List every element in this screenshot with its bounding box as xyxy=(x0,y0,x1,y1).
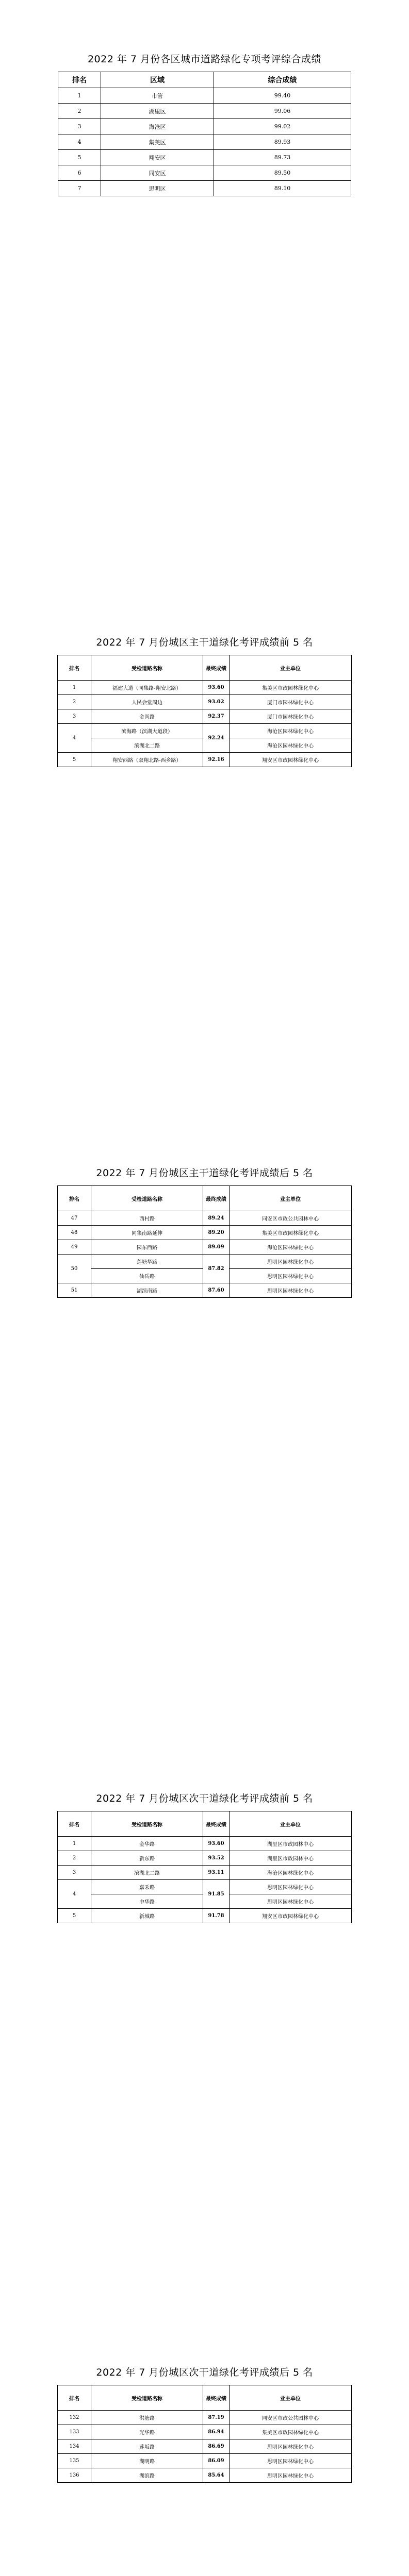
rank-cell: 2 xyxy=(58,104,101,119)
header-owner: 业主单位 xyxy=(230,655,352,681)
section-main-road-bottom5 xyxy=(0,1165,409,1298)
table-header-row xyxy=(58,2385,352,2411)
rank-cell: 1 xyxy=(58,1837,91,1851)
score-cell: 87.82 xyxy=(203,1255,230,1283)
road-cell: 滨海路（滨湖大道段） xyxy=(91,724,203,738)
header-score: 最终成绩 xyxy=(203,1811,230,1837)
road-cell: 园东西路 xyxy=(91,1240,203,1255)
rank-cell: 3 xyxy=(58,1866,91,1880)
owner-cell: 翔安区市政园林绿化中心 xyxy=(230,753,352,767)
table-row xyxy=(58,1255,352,1269)
secondary-road-bottom5-table xyxy=(57,2385,352,2483)
header-rank: 排名 xyxy=(58,655,91,681)
road-cell: 湖明路 xyxy=(91,2454,203,2468)
rank-cell: 1 xyxy=(58,681,91,695)
main-road-bottom5-table xyxy=(57,1185,352,1298)
header-score: 最终成绩 xyxy=(203,2385,230,2411)
overall-table xyxy=(58,72,351,196)
table-row xyxy=(58,2454,352,2468)
section-title: 2022 年 7 月份城区次干道绿化考评成绩前 5 名 xyxy=(96,1793,313,1804)
rank-cell: 47 xyxy=(58,1211,91,1226)
road-cell: 莲坂路 xyxy=(91,2439,203,2454)
score-cell: 89.50 xyxy=(214,165,351,181)
table-header-row xyxy=(58,72,351,88)
score-cell: 93.52 xyxy=(203,1851,230,1866)
table-row xyxy=(58,724,352,738)
section-title: 2022 年 7 月份城区主干道绿化考评成绩后 5 名 xyxy=(96,1167,313,1179)
header-area: 区域 xyxy=(101,72,214,88)
header-score: 最终成绩 xyxy=(203,655,230,681)
table-row xyxy=(58,1909,352,1923)
table-row xyxy=(58,150,351,165)
rank-cell: 136 xyxy=(58,2468,91,2483)
area-cell: 同安区 xyxy=(101,165,214,181)
score-cell: 99.02 xyxy=(214,119,351,134)
section-overall xyxy=(0,52,409,196)
rank-cell: 132 xyxy=(58,2411,91,2425)
road-cell: 莲塘华路 xyxy=(91,1255,203,1269)
road-cell: 嘉禾路 xyxy=(91,1880,203,1894)
rank-cell: 5 xyxy=(58,1909,91,1923)
score-cell: 86.09 xyxy=(203,2454,230,2468)
road-cell: 光华路 xyxy=(91,2425,203,2439)
table-row xyxy=(58,1283,352,1298)
area-cell: 思明区 xyxy=(101,181,214,196)
owner-cell: 厦门市园林绿化中心 xyxy=(230,695,352,709)
score-cell: 93.11 xyxy=(203,1866,230,1880)
score-cell: 89.10 xyxy=(214,181,351,196)
rank-cell: 4 xyxy=(58,1880,91,1909)
header-rank: 排名 xyxy=(58,2385,91,2411)
rank-cell: 51 xyxy=(58,1283,91,1298)
table-row xyxy=(58,2411,352,2425)
header-owner: 业主单位 xyxy=(230,1186,352,1211)
table-row xyxy=(58,709,352,724)
area-cell: 集美区 xyxy=(101,134,214,150)
road-cell: 仙岳路 xyxy=(91,1269,203,1283)
rank-cell: 4 xyxy=(58,724,91,753)
rank-cell: 48 xyxy=(58,1226,91,1240)
owner-cell: 湖里区市政园林中心 xyxy=(230,1837,352,1851)
section-main-road-top5 xyxy=(0,635,409,767)
table-row xyxy=(58,1240,352,1255)
owner-cell: 湖里区市政园林中心 xyxy=(230,1851,352,1866)
table-row xyxy=(58,753,352,767)
owner-cell: 厦门市园林绿化中心 xyxy=(230,709,352,724)
owner-cell: 思明区园林绿化中心 xyxy=(230,2468,352,2483)
score-cell: 91.78 xyxy=(203,1909,230,1923)
road-cell: 金尚路 xyxy=(91,709,203,724)
section-title: 2022 年 7 月份城区主干道绿化考评成绩前 5 名 xyxy=(96,637,313,648)
table-row xyxy=(58,119,351,134)
header-rank: 排名 xyxy=(58,1811,91,1837)
table-row xyxy=(58,2468,352,2483)
header-rank: 排名 xyxy=(58,1186,91,1211)
score-cell: 99.06 xyxy=(214,104,351,119)
owner-cell: 海沧区园林绿化中心 xyxy=(230,1866,352,1880)
road-cell: 翔安西路（双翔北路-西乡路） xyxy=(91,753,203,767)
road-cell: 西村路 xyxy=(91,1211,203,1226)
score-cell: 85.64 xyxy=(203,2468,230,2483)
score-cell: 89.24 xyxy=(203,1211,230,1226)
score-cell: 87.60 xyxy=(203,1283,230,1298)
table-row xyxy=(58,1226,352,1240)
table-row xyxy=(58,681,352,695)
rank-cell: 5 xyxy=(58,753,91,767)
road-cell: 福建大道（同集路-翔安北路） xyxy=(91,681,203,695)
score-cell: 92.37 xyxy=(203,709,230,724)
area-cell: 湖里区 xyxy=(101,104,214,119)
rank-cell: 49 xyxy=(58,1240,91,1255)
section-secondary-road-bottom5 xyxy=(0,2365,409,2483)
header-score: 最终成绩 xyxy=(203,1186,230,1211)
main-road-top5-table xyxy=(57,655,352,767)
table-header-row xyxy=(58,1811,352,1837)
score-cell: 99.40 xyxy=(214,88,351,104)
score-cell: 92.16 xyxy=(203,753,230,767)
rank-cell: 1 xyxy=(58,88,101,104)
score-cell: 93.02 xyxy=(203,695,230,709)
rank-cell: 2 xyxy=(58,1851,91,1866)
score-cell: 86.69 xyxy=(203,2439,230,2454)
owner-cell: 海沧区园林绿化中心 xyxy=(230,724,352,738)
road-cell: 中华路 xyxy=(91,1894,203,1909)
score-cell: 93.60 xyxy=(203,681,230,695)
score-cell: 93.60 xyxy=(203,1837,230,1851)
owner-cell: 集美区市政园林绿化中心 xyxy=(230,2425,352,2439)
table-header-row xyxy=(58,1186,352,1211)
rank-cell: 134 xyxy=(58,2439,91,2454)
owner-cell: 同安区市政公共园林中心 xyxy=(230,1211,352,1226)
table-header-row xyxy=(58,655,352,681)
road-cell: 滨湖北二路 xyxy=(91,738,203,753)
owner-cell: 思明区园林绿化中心 xyxy=(230,1255,352,1269)
table-row xyxy=(58,1837,352,1851)
owner-cell: 思明区园林绿化中心 xyxy=(230,1880,352,1894)
road-cell: 湖滨路 xyxy=(91,2468,203,2483)
owner-cell: 海沧区园林绿化中心 xyxy=(230,1240,352,1255)
table-row xyxy=(58,1851,352,1866)
table-row xyxy=(58,88,351,104)
road-cell: 新东路 xyxy=(91,1851,203,1866)
score-cell: 89.73 xyxy=(214,150,351,165)
score-cell: 89.93 xyxy=(214,134,351,150)
rank-cell: 2 xyxy=(58,695,91,709)
header-road: 受检道路名称 xyxy=(91,655,203,681)
secondary-road-top5-table xyxy=(57,1811,352,1923)
owner-cell: 海沧区园林绿化中心 xyxy=(230,738,352,753)
area-cell: 海沧区 xyxy=(101,119,214,134)
score-cell: 87.19 xyxy=(203,2411,230,2425)
owner-cell: 翔安区市政园林绿化中心 xyxy=(230,1909,352,1923)
table-row xyxy=(58,134,351,150)
header-road: 受检道路名称 xyxy=(91,1186,203,1211)
table-row xyxy=(58,181,351,196)
score-cell: 89.20 xyxy=(203,1226,230,1240)
header-score: 综合成绩 xyxy=(214,72,351,88)
table-row xyxy=(58,1866,352,1880)
section-title: 2022 年 7 月份各区城市道路绿化专项考评综合成绩 xyxy=(87,54,322,65)
owner-cell: 思明区园林绿化中心 xyxy=(230,1269,352,1283)
road-cell: 滨湖北二路 xyxy=(91,1866,203,1880)
section-secondary-road-top5 xyxy=(0,1791,409,1923)
road-cell: 人民会堂周边 xyxy=(91,695,203,709)
score-cell: 89.09 xyxy=(203,1240,230,1255)
owner-cell: 思明区园林绿化中心 xyxy=(230,1894,352,1909)
owner-cell: 思明区园林绿化中心 xyxy=(230,2439,352,2454)
table-row xyxy=(58,2425,352,2439)
area-cell: 市管 xyxy=(101,88,214,104)
table-row xyxy=(58,104,351,119)
table-row xyxy=(58,695,352,709)
owner-cell: 同安区市政公共园林中心 xyxy=(230,2411,352,2425)
rank-cell: 133 xyxy=(58,2425,91,2439)
rank-cell: 5 xyxy=(58,150,101,165)
score-cell: 92.24 xyxy=(203,724,230,753)
owner-cell: 集美区市政园林绿化中心 xyxy=(230,1226,352,1240)
road-cell: 金华路 xyxy=(91,1837,203,1851)
owner-cell: 思明区园林绿化中心 xyxy=(230,1283,352,1298)
table-row xyxy=(58,1880,352,1894)
table-row xyxy=(58,2439,352,2454)
rank-cell: 3 xyxy=(58,119,101,134)
header-owner: 业主单位 xyxy=(230,2385,352,2411)
road-cell: 同集南路延伸 xyxy=(91,1226,203,1240)
road-cell: 湖滨南路 xyxy=(91,1283,203,1298)
owner-cell: 集美区市政园林绿化中心 xyxy=(230,681,352,695)
header-owner: 业主单位 xyxy=(230,1811,352,1837)
header-rank: 排名 xyxy=(58,72,101,88)
rank-cell: 3 xyxy=(58,709,91,724)
owner-cell: 思明区园林绿化中心 xyxy=(230,2454,352,2468)
rank-cell: 7 xyxy=(58,181,101,196)
table-row xyxy=(58,1211,352,1226)
road-cell: 洪塘路 xyxy=(91,2411,203,2425)
score-cell: 91.85 xyxy=(203,1880,230,1909)
rank-cell: 135 xyxy=(58,2454,91,2468)
road-cell: 新城路 xyxy=(91,1909,203,1923)
table-row xyxy=(58,165,351,181)
rank-cell: 4 xyxy=(58,134,101,150)
header-road: 受检道路名称 xyxy=(91,2385,203,2411)
rank-cell: 50 xyxy=(58,1255,91,1283)
header-road: 受检道路名称 xyxy=(91,1811,203,1837)
section-title: 2022 年 7 月份城区次干道绿化考评成绩后 5 名 xyxy=(96,2367,313,2378)
rank-cell: 6 xyxy=(58,165,101,181)
score-cell: 86.94 xyxy=(203,2425,230,2439)
area-cell: 翔安区 xyxy=(101,150,214,165)
